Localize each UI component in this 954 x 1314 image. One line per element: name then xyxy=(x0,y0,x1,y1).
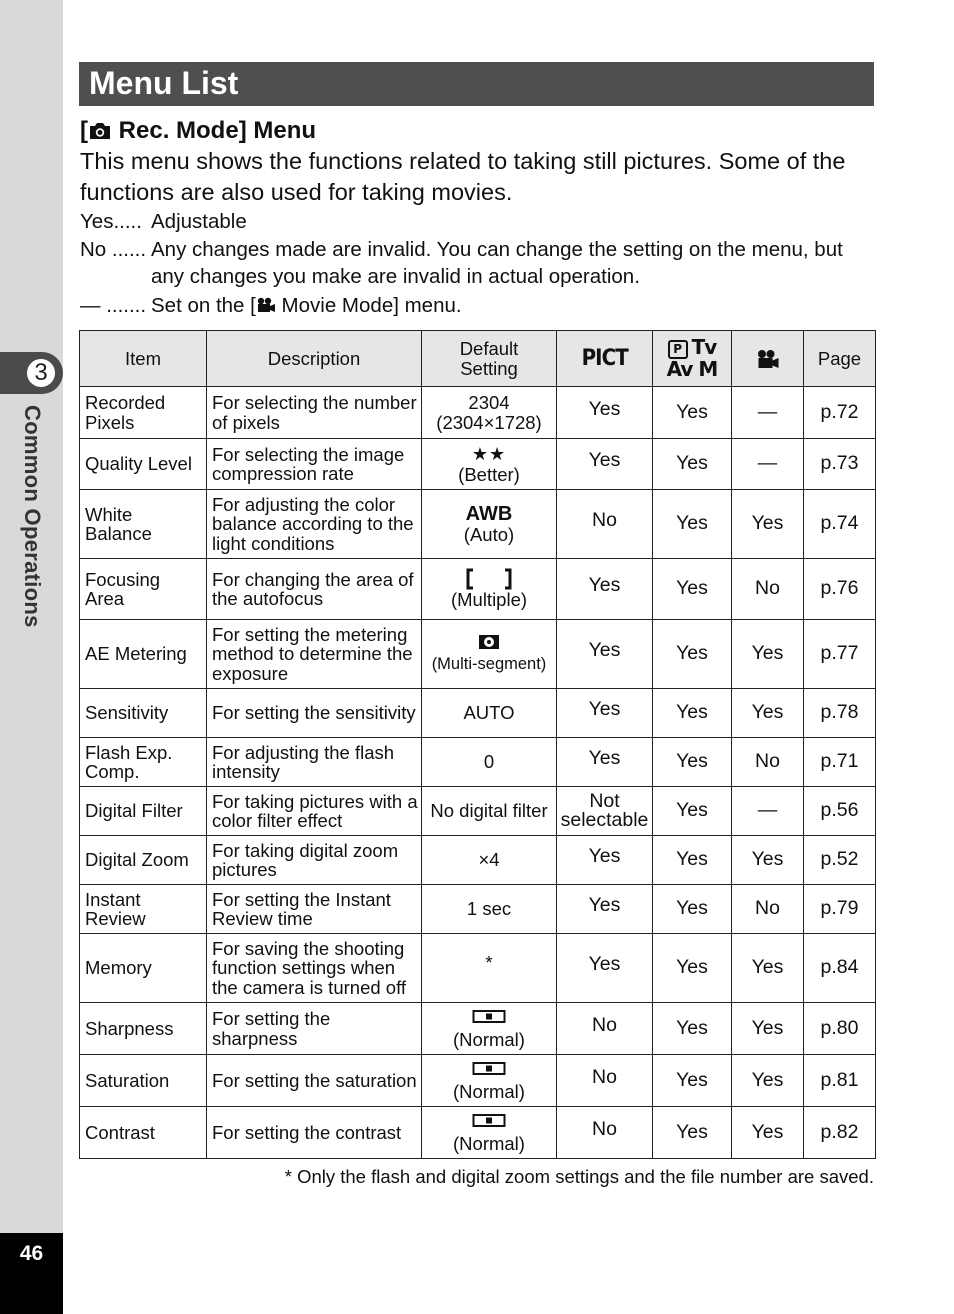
cell-default xyxy=(422,439,557,490)
cell-description: For saving the shooting function settings when the camera is turned off xyxy=(207,934,422,1003)
cell-page: p.71 xyxy=(804,738,876,787)
cell-item: Instant Review xyxy=(80,885,207,934)
ptvavm-mode-label xyxy=(653,337,731,380)
table-row xyxy=(80,1003,876,1055)
cell-pict: Yes xyxy=(557,559,653,620)
cell-description: For selecting the image compression rate xyxy=(207,439,422,490)
cell-movie: Yes xyxy=(732,934,804,1003)
table-row xyxy=(80,885,876,934)
section-prefix: [ xyxy=(80,117,88,144)
cell-item: Sensitivity xyxy=(80,689,207,738)
cell-movie: — xyxy=(732,439,804,490)
cell-item: Quality Level xyxy=(80,439,207,490)
cell-ptvavm: Yes xyxy=(653,1003,732,1055)
cell-page: p.79 xyxy=(804,885,876,934)
cell-description: For setting the Instant Review time xyxy=(207,885,422,934)
header-default-line1: Default xyxy=(459,338,519,359)
cell-page: p.77 xyxy=(804,620,876,689)
cell-description: For taking pictures with a color filter effect xyxy=(207,787,422,836)
table-row xyxy=(80,934,876,1003)
cell-default: 1 sec xyxy=(422,885,557,934)
normal-level-icon xyxy=(422,1112,556,1134)
cell-default xyxy=(422,620,557,689)
cell-movie: Yes xyxy=(732,1107,804,1159)
cell-default xyxy=(422,1107,557,1159)
side-strip xyxy=(0,0,63,1314)
cell-pict: No xyxy=(557,490,653,559)
cell-description: For selecting the number of pixels xyxy=(207,387,422,439)
cell-page: p.84 xyxy=(804,934,876,1003)
cell-item: Sharpness xyxy=(80,1003,207,1055)
page-title: Menu List xyxy=(89,65,239,101)
cell-default: ×4 xyxy=(422,836,557,885)
cell-item: Flash Exp. Comp. xyxy=(80,738,207,787)
cell-item: Memory xyxy=(80,934,207,1003)
cell-movie: No xyxy=(732,559,804,620)
cell-pict: Yes xyxy=(557,934,653,1003)
cell-ptvavm: Yes xyxy=(653,1107,732,1159)
cell-item: Recorded Pixels xyxy=(80,387,207,439)
intro-text: This menu shows the functions related to taking still pictures. Some of the functions are also used for taking movies. xyxy=(80,148,846,205)
cell-movie: Yes xyxy=(732,836,804,885)
cell-movie: Yes xyxy=(732,620,804,689)
cell-movie: — xyxy=(732,787,804,836)
cell-page: p.78 xyxy=(804,689,876,738)
default-value: 2304 xyxy=(468,392,510,413)
cell-default xyxy=(422,1003,557,1055)
legend-definition: Any changes made are invalid. You can change the setting on the menu, but any changes you make are invalid in actual operation. xyxy=(151,238,843,288)
table-row xyxy=(80,620,876,689)
cell-pict: Yes xyxy=(557,689,653,738)
cell-ptvavm: Yes xyxy=(653,620,732,689)
table-row xyxy=(80,490,876,559)
pict-mode-label: PICT xyxy=(581,345,628,371)
legend-definition: Adjustable xyxy=(151,210,247,233)
cell-description: For setting the saturation xyxy=(207,1055,422,1107)
header-default-line2: Setting xyxy=(460,357,518,379)
table-row xyxy=(80,439,876,490)
cell-ptvavm: Yes xyxy=(653,934,732,1003)
cell-pict: Yes xyxy=(557,836,653,885)
table-row xyxy=(80,738,876,787)
awb-icon: AWB xyxy=(465,503,513,526)
cell-pict: Yes xyxy=(557,885,653,934)
cell-default xyxy=(422,490,557,559)
normal-level-icon xyxy=(422,1060,556,1082)
legend-term: — ....... xyxy=(80,294,147,317)
default-sub: (Normal) xyxy=(453,1132,525,1154)
cell-description: For setting the metering method to determine the exposure xyxy=(207,620,422,689)
cell-default: * xyxy=(422,934,557,1003)
cell-ptvavm: Yes xyxy=(653,836,732,885)
multiple-af-bracket-icon xyxy=(422,568,556,590)
cell-movie: Yes xyxy=(732,490,804,559)
cell-item: White Balance xyxy=(80,490,207,559)
cell-ptvavm: Yes xyxy=(653,787,732,836)
tv-label: Tv xyxy=(691,335,717,359)
default-sub: (2304×1728) xyxy=(436,411,542,433)
cell-ptvavm: Yes xyxy=(653,559,732,620)
quality-stars-icon: ★★ xyxy=(471,444,507,465)
header-description: Description xyxy=(207,331,422,387)
chapter-title: Common Operations xyxy=(20,405,45,628)
normal-level-icon xyxy=(422,1008,556,1030)
section-heading xyxy=(80,116,316,146)
avm-label: Av M xyxy=(666,357,718,381)
cell-page: p.82 xyxy=(804,1107,876,1159)
cell-description: For setting the sensitivity xyxy=(207,689,422,738)
table-row xyxy=(80,387,876,439)
default-sub: (Normal) xyxy=(453,1080,525,1102)
cell-description: For adjusting the flash intensity xyxy=(207,738,422,787)
cell-default: No digital filter xyxy=(422,787,557,836)
cell-pict: Yes xyxy=(557,738,653,787)
table-row xyxy=(80,1055,876,1107)
cell-page: p.52 xyxy=(804,836,876,885)
cell-pict: Yes xyxy=(557,387,653,439)
cell-item: AE Metering xyxy=(80,620,207,689)
header-page: Page xyxy=(804,331,876,387)
chapter-number: 3 xyxy=(25,357,57,389)
cell-pict: No xyxy=(557,1003,653,1055)
cell-page: p.56 xyxy=(804,787,876,836)
cell-movie: Yes xyxy=(732,1055,804,1107)
legend-yes xyxy=(80,208,880,235)
cell-movie: No xyxy=(732,738,804,787)
cell-ptvavm: Yes xyxy=(653,738,732,787)
cell-movie: Yes xyxy=(732,1003,804,1055)
cell-movie: — xyxy=(732,387,804,439)
multi-segment-metering-icon xyxy=(422,633,556,655)
default-sub: (Multi-segment) xyxy=(431,655,547,674)
cell-default: 0 xyxy=(422,738,557,787)
cell-ptvavm: Yes xyxy=(653,387,732,439)
cell-item: Contrast xyxy=(80,1107,207,1159)
default-sub: (Auto) xyxy=(463,524,515,546)
cell-ptvavm: Yes xyxy=(653,490,732,559)
header-pict xyxy=(557,331,653,387)
cell-page: p.74 xyxy=(804,490,876,559)
cell-description: For taking digital zoom pictures xyxy=(207,836,422,885)
header-item: Item xyxy=(80,331,207,387)
cell-ptvavm: Yes xyxy=(653,439,732,490)
legend-term: Yes..... xyxy=(80,210,142,233)
cell-page: p.81 xyxy=(804,1055,876,1107)
movie-camera-icon xyxy=(756,347,780,368)
table-header-row xyxy=(80,331,876,387)
movie-camera-icon xyxy=(256,293,276,309)
footnote: * Only the flash and digital zoom settings and the file number are saved. xyxy=(284,1166,874,1187)
cell-item: Saturation xyxy=(80,1055,207,1107)
table-row xyxy=(80,787,876,836)
table-row xyxy=(80,836,876,885)
default-sub: (Normal) xyxy=(453,1028,525,1050)
legend-term: No ...... xyxy=(80,238,147,261)
cell-movie: Yes xyxy=(732,689,804,738)
legend-no xyxy=(80,236,880,290)
legend-definition xyxy=(151,292,881,319)
default-sub: (Multiple) xyxy=(450,589,528,611)
header-default xyxy=(422,331,557,387)
table-row xyxy=(80,1107,876,1159)
legend-def-suffix: Movie Mode] menu. xyxy=(275,294,462,317)
cell-description: For adjusting the color balance according to the light conditions xyxy=(207,490,422,559)
cell-description: For changing the area of the autofocus xyxy=(207,559,422,620)
legend-dash xyxy=(80,292,880,319)
legend-def-prefix: Set on the [ xyxy=(151,294,256,317)
header-ptvavm xyxy=(653,331,732,387)
cell-page: p.76 xyxy=(804,559,876,620)
cell-pict: No xyxy=(557,1107,653,1159)
cell-ptvavm: Yes xyxy=(653,885,732,934)
cell-default xyxy=(422,1055,557,1107)
cell-page: p.72 xyxy=(804,387,876,439)
cell-default xyxy=(422,559,557,620)
cell-description: For setting the contrast xyxy=(207,1107,422,1159)
cell-pict: Not selectable xyxy=(557,787,653,836)
cell-default: AUTO xyxy=(422,689,557,738)
cell-pict: Yes xyxy=(557,439,653,490)
cell-ptvavm: Yes xyxy=(653,689,732,738)
cell-item: Focusing Area xyxy=(80,559,207,620)
header-movie xyxy=(732,331,804,387)
cell-page: p.73 xyxy=(804,439,876,490)
cell-pict: No xyxy=(557,1055,653,1107)
camera-icon xyxy=(88,118,112,136)
page-number: 46 xyxy=(19,1242,44,1265)
cell-pict: Yes xyxy=(557,620,653,689)
cell-default xyxy=(422,387,557,439)
cell-item: Digital Zoom xyxy=(80,836,207,885)
cell-movie: No xyxy=(732,885,804,934)
cell-item: Digital Filter xyxy=(80,787,207,836)
table-row xyxy=(80,689,876,738)
table-row xyxy=(80,559,876,620)
cell-description: For setting the sharpness xyxy=(207,1003,422,1055)
program-mode-icon: P xyxy=(668,340,688,359)
cell-ptvavm: Yes xyxy=(653,1055,732,1107)
menu-table xyxy=(79,330,876,1159)
default-sub: (Better) xyxy=(458,464,520,486)
section-suffix: Rec. Mode] Menu xyxy=(112,117,317,144)
cell-page: p.80 xyxy=(804,1003,876,1055)
